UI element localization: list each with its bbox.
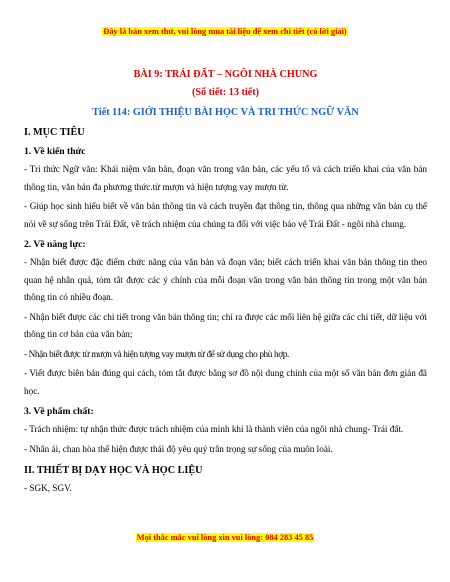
equipment-paragraph-1: - SGK, SGV. xyxy=(24,483,72,493)
section-objectives-heading: I. MỤC TIÊU xyxy=(24,127,85,138)
skills-heading: 2. Về năng lực: xyxy=(24,239,86,250)
skills-paragraph-3: - Nhận biết được từ mượn và hiện tượng vay mượn từ để sử dụng cho phù hợp. xyxy=(24,348,289,359)
contact-banner-text: Mọi thắc mắc vui lòng xin vui lòng: 084 283 45 85 xyxy=(136,533,314,542)
knowledge-paragraph-2: - Giúp học sinh hiểu biết về văn bản thông tin và cách truyền đạt thông tin, thông qua những văn bản cụ thể nói về sự sống trên Trái Đất, về trách nhiệm của chúng ta đối với việc bảo vệ Trái Đất - ngôi nhà chung. xyxy=(24,201,427,229)
document-page xyxy=(24,68,427,498)
lesson-period-title: Tiết 114: GIỚI THIỆU BÀI HỌC VÀ TRI THỨC NGỮ VĂN xyxy=(92,107,359,118)
qualities-heading: 3. Về phẩm chất: xyxy=(24,406,94,417)
preview-banner-text: Đây là bản xem thử, vui lòng mua tài liệu để xem chi tiết (có lời giải) xyxy=(103,27,347,36)
qualities-paragraph-2: - Nhân ái, chan hòa thể hiện được thái độ yêu quý trân trọng sự sống của muôn loài. xyxy=(24,443,333,454)
skills-paragraph-4: - Viết được biên bản đúng qui cách, tóm tắt được bằng sơ đồ nội dung chính của một số văn bản đơn giản đã học. xyxy=(24,368,427,396)
qualities-paragraph-1: - Trách nhiệm: tự nhận thức được trách nhiệm của mình khi là thành viên của ngôi nhà chung- Trái đất. xyxy=(24,424,404,434)
knowledge-heading: 1. Về kiến thức xyxy=(24,146,86,157)
period-count: (Số tiết: 13 tiết) xyxy=(191,87,260,98)
lesson-unit-title: BÀI 9: TRÁI ĐẤT – NGÔI NHÀ CHUNG xyxy=(133,69,318,80)
contact-banner xyxy=(0,533,450,542)
skills-paragraph-1: - Nhận biết được đặc điểm chức năng của văn bản và đoạn văn; biết cách triển khai văn bản thông tin theo quan hệ nhân quả, tóm tắt được các ý chính của mỗi đoạn văn trong văn bản thông tin trong một văn bản thông tin có nhiều đoạn. xyxy=(24,257,427,302)
knowledge-paragraph-1: - Tri thức Ngữ văn: Khái niệm văn bản, đoạn văn trong văn bản, các yếu tố và cách triển khai của văn bản thông tin, văn bản đa phương thức.từ mượn và hiện tượng vay mượn từ. xyxy=(24,164,427,192)
skills-paragraph-2: - Nhận biết được các chi tiết trong văn bản thông tin; chỉ ra được các mối liên hệ giữa các chi tiết, dữ liệu với thông tin cơ bản của văn bản; xyxy=(24,311,427,339)
preview-banner xyxy=(0,27,450,36)
section-equipment-heading: II. THIẾT BỊ DẠY HỌC VÀ HỌC LIỆU xyxy=(24,465,203,476)
